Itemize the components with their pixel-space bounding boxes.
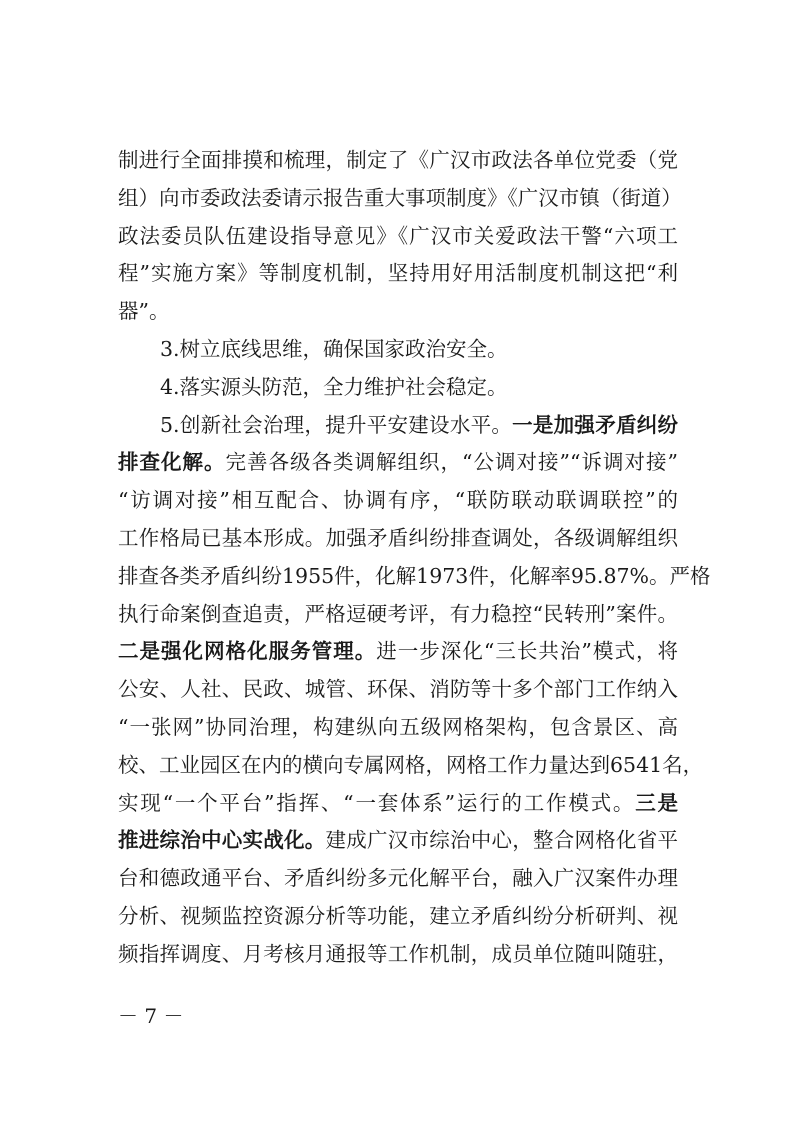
text-segment: 进一步深化“三长共治”模式，将: [376, 639, 678, 664]
text-line: [118, 562, 711, 590]
text-segment: 排查各类矛盾纠纷1955件，化解1973件，化解率95.87%。严格: [118, 563, 711, 588]
text-line: [118, 146, 678, 174]
text-line: [118, 789, 678, 817]
text-segment: 分析、视频监控资源分析等功能，建立矛盾纠纷分析研判、视: [118, 904, 678, 928]
text-segment: 台和德政通平台、矛盾纠纷多元化解平台，融入广汉案件办理: [118, 866, 678, 891]
text-segment: 5.创新社会治理，提升平安建设水平。: [160, 412, 513, 437]
text-segment: 政法委员队伍建设指导意见》《广汉市关爱政法干警“六项工: [118, 223, 678, 248]
text-line: [118, 675, 678, 703]
text-line: [118, 486, 678, 514]
text-segment: 工作格局已基本形成。加强矛盾纠纷排查调处，各级调解组织: [118, 526, 678, 550]
text-segment: 程”实施方案》等制度机制，坚持用好用活制度机制这把“利: [118, 261, 678, 286]
text-line: [118, 600, 678, 628]
text-segment: 完善各级各类调解组织，“公调对接”“诉调对接”: [225, 450, 678, 475]
text-line: [118, 222, 678, 250]
text-line: [118, 940, 678, 968]
text-segment: 建成广汉市综治中心，整合网格化省平: [325, 828, 678, 853]
text-line: [118, 637, 678, 665]
bold-text-segment: 三是: [635, 790, 679, 815]
text-segment: “访调对接”相互配合、协调有序，“联防联动联调联控”的: [118, 488, 678, 513]
text-line: [118, 826, 678, 854]
text-segment: 实现“一个平台”指挥、“一套体系”运行的工作模式。: [118, 790, 636, 815]
text-line: [118, 864, 678, 892]
text-segment: 组）向市委政法委请示报告重大事项制度》《广汉市镇（街道）: [118, 185, 682, 210]
text-line: [160, 373, 678, 401]
bold-text-segment: 推进综治中心实战化。: [118, 828, 326, 853]
text-line: [118, 524, 678, 552]
bold-text-segment: 排查化解。: [118, 450, 226, 475]
text-line: [118, 297, 678, 325]
text-segment: 器”。: [118, 299, 170, 324]
text-line: [118, 713, 678, 741]
text-line: [160, 335, 678, 363]
bold-text-segment: 二是强化网格化服务管理。: [118, 639, 377, 664]
text-line: [118, 448, 678, 476]
page-number: － 7 －: [118, 1004, 184, 1028]
text-line: [118, 902, 678, 930]
text-segment: 频指挥调度、月考核月通报等工作机制，成员单位随叫随驻，: [118, 941, 678, 966]
text-segment: 校、工业园区在内的横向专属网格，网格工作力量达到6541名，: [118, 752, 704, 777]
text-segment: 公安、人社、民政、城管、环保、消防等十多个部门工作纳入: [118, 677, 678, 702]
bold-text-segment: 一是加强矛盾纠纷: [512, 412, 679, 437]
text-line: [118, 184, 682, 212]
text-line: [118, 751, 704, 779]
text-segment: “一张网”协同治理，构建纵向五级网格架构，包含景区、高: [118, 715, 678, 739]
text-segment: 制进行全面排摸和梳理，制定了《广汉市政法各单位党委（党: [118, 148, 678, 172]
text-segment: 执行命案倒查追责，严格逗硬考评，有力稳控“民转刑”案件。: [118, 601, 678, 626]
text-segment: 3.树立底线思维，确保国家政治安全。: [160, 337, 508, 361]
text-line: [160, 411, 678, 439]
text-line: [118, 259, 678, 287]
text-segment: 4.落实源头防范，全力维护社会稳定。: [160, 374, 508, 399]
